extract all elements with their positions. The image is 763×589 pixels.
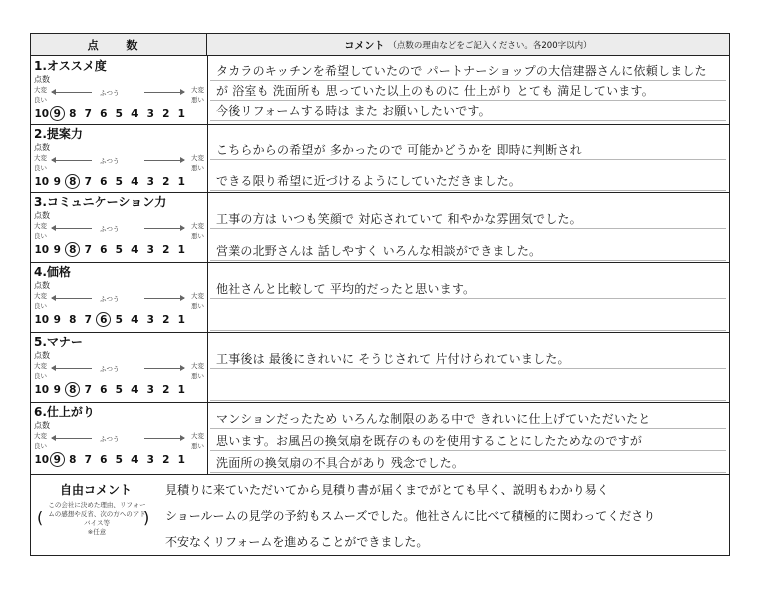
section-title: 2.提案力	[34, 127, 83, 141]
right-arrow-icon	[144, 92, 184, 93]
scale-right-bottom: 悪い	[191, 96, 204, 104]
rating-section	[31, 262, 207, 332]
score-option[interactable]: 4	[131, 108, 139, 120]
score-option[interactable]: 1	[177, 454, 185, 466]
comment-text: できる限り希望に近づけるようにしていただきました。	[216, 174, 522, 188]
section-title: 6.仕上がり	[34, 405, 95, 419]
score-option[interactable]: 5	[115, 314, 123, 326]
comment-line	[210, 128, 726, 160]
score-option[interactable]: 6	[100, 244, 108, 256]
comment-line	[210, 100, 726, 121]
free-comment-line	[161, 500, 727, 526]
left-arrow-icon	[52, 92, 92, 93]
comment-text: 今後リフォームする時は また お願いしたいです。	[216, 104, 491, 118]
scale-left-bottom: 良い	[34, 442, 47, 450]
scale-right-bottom: 悪い	[191, 302, 204, 310]
score-option[interactable]: 5	[115, 384, 123, 396]
scale-left-top: 大変	[34, 154, 47, 162]
score-option[interactable]: 7	[84, 108, 92, 120]
left-arrow-icon	[52, 438, 92, 439]
free-comment-desc-text: この会社に決めた理由、リフォームの感想や反省、次の方へのアドバイス等	[48, 501, 146, 527]
free-comment-desc	[47, 501, 150, 537]
comment-line	[210, 406, 726, 429]
score-option[interactable]: 5	[115, 244, 123, 256]
comment-text: タカラのキッチンを希望していたので パートナーショップの大信建器さんに依頼しました	[216, 64, 707, 78]
score-option[interactable]: 8	[69, 108, 77, 120]
score-option[interactable]: 6	[100, 384, 108, 396]
scale-right-top: 大変	[191, 432, 204, 440]
rating-section	[31, 332, 207, 402]
free-comment-line	[161, 526, 727, 552]
score-option[interactable]: 8	[65, 243, 81, 257]
right-arrow-icon	[144, 368, 184, 369]
section-title: 3.コミュニケーション力	[34, 195, 167, 209]
score-option[interactable]: 2	[162, 176, 170, 188]
scale-left-bottom: 良い	[34, 232, 47, 240]
score-option[interactable]: 10	[34, 384, 50, 396]
scale-left-bottom: 良い	[34, 164, 47, 172]
comment-line	[210, 159, 726, 191]
comment-line	[210, 298, 726, 331]
rating-scale-legend	[34, 431, 204, 453]
score-option[interactable]: 3	[146, 244, 154, 256]
score-option[interactable]: 3	[146, 108, 154, 120]
score-option[interactable]: 5	[115, 176, 123, 188]
points-label: 点数	[34, 211, 50, 220]
score-option[interactable]: 7	[84, 176, 92, 188]
free-comment-note: ※任意	[87, 528, 107, 536]
score-option[interactable]: 4	[131, 384, 139, 396]
score-option[interactable]: 6	[100, 454, 108, 466]
rating-scale-legend	[34, 291, 204, 313]
score-options	[34, 313, 206, 327]
comment-text: マンションだったため いろんな制限のある中で きれいに仕上げていただいたと	[216, 412, 651, 426]
comment-text: 工事の方は いつも笑顔で 対応されていて 和やかな雰囲気でした。	[216, 212, 582, 226]
scale-middle: ふつう	[100, 89, 120, 97]
score-option[interactable]: 7	[84, 384, 92, 396]
score-option[interactable]: 7	[84, 314, 92, 326]
free-comment-line	[161, 474, 727, 500]
scale-left-bottom: 良い	[34, 96, 47, 104]
score-option[interactable]: 6	[96, 313, 112, 327]
scale-left-top: 大変	[34, 292, 47, 300]
free-comment-title: 自由コメント	[59, 483, 132, 497]
comment-line	[210, 228, 726, 261]
comment-text: 思います。お風呂の換気扇を既存のものを使用することにしたためなのですが	[216, 434, 643, 448]
score-options	[34, 175, 206, 189]
points-label: 点数	[34, 351, 50, 360]
score-option[interactable]: 3	[146, 314, 154, 326]
comment-line	[210, 80, 726, 101]
left-arrow-icon	[52, 368, 92, 369]
scale-left-bottom: 良い	[34, 302, 47, 310]
score-option[interactable]: 2	[162, 454, 170, 466]
score-option[interactable]: 4	[131, 454, 139, 466]
scale-right-top: 大変	[191, 154, 204, 162]
right-paren: )	[143, 508, 150, 527]
rating-section	[31, 402, 207, 474]
scale-left-top: 大変	[34, 86, 47, 94]
comment-text: 工事後は 最後にきれいに そうじされて 片付けられていました。	[216, 352, 570, 366]
score-option[interactable]: 7	[84, 244, 92, 256]
scale-middle: ふつう	[100, 435, 120, 443]
score-option[interactable]: 4	[131, 244, 139, 256]
scale-right-bottom: 悪い	[191, 164, 204, 172]
rating-scale-legend	[34, 85, 204, 107]
score-option[interactable]: 5	[115, 454, 123, 466]
score-option[interactable]: 4	[131, 314, 139, 326]
score-option[interactable]: 1	[177, 314, 185, 326]
section-title: 1.オススメ度	[34, 59, 107, 73]
score-option[interactable]: 8	[65, 175, 81, 189]
scale-middle: ふつう	[100, 365, 120, 373]
comment-line	[210, 450, 726, 473]
score-option[interactable]: 2	[162, 384, 170, 396]
free-comment-label	[31, 474, 161, 555]
score-option[interactable]: 2	[162, 314, 170, 326]
scale-right-bottom: 悪い	[191, 372, 204, 380]
right-arrow-icon	[144, 298, 184, 299]
comment-line	[210, 336, 726, 369]
right-arrow-icon	[144, 228, 184, 229]
scale-right-bottom: 悪い	[191, 442, 204, 450]
score-option[interactable]: 10	[34, 108, 50, 120]
section-title: 4.価格	[34, 265, 71, 279]
score-option[interactable]: 9	[50, 107, 66, 121]
comment-header-note: （点数の理由などをご記入ください。各200字以内）	[388, 40, 592, 51]
comment-line	[210, 196, 726, 229]
score-option[interactable]: 8	[69, 454, 77, 466]
comment-text: が 浴室も 洗面所も 思っていた以上のものに 仕上がり とても 満足しています。	[216, 84, 654, 98]
scale-middle: ふつう	[100, 295, 120, 303]
points-label: 点数	[34, 281, 50, 290]
score-option[interactable]: 1	[177, 384, 185, 396]
comment-line	[210, 428, 726, 451]
score-option[interactable]: 10	[34, 244, 50, 256]
score-column-header: 点 数	[31, 34, 207, 56]
score-option[interactable]: 10	[34, 314, 50, 326]
score-option[interactable]: 6	[100, 108, 108, 120]
comment-line	[210, 266, 726, 299]
score-options	[34, 453, 206, 467]
rating-scale-legend	[34, 153, 204, 175]
free-comment-line-text: 不安なくリフォームを進めることができました。	[165, 535, 429, 549]
points-label: 点数	[34, 75, 50, 84]
left-arrow-icon	[52, 160, 92, 161]
score-options	[34, 243, 206, 257]
score-option[interactable]: 3	[146, 384, 154, 396]
right-arrow-icon	[144, 438, 184, 439]
comment-header-label: コメント	[344, 41, 385, 52]
scale-middle: ふつう	[100, 225, 120, 233]
comment-line	[210, 60, 726, 81]
survey-sheet	[30, 33, 730, 556]
scale-right-top: 大変	[191, 292, 204, 300]
scale-right-bottom: 悪い	[191, 232, 204, 240]
score-option[interactable]: 7	[84, 454, 92, 466]
score-option[interactable]: 10	[34, 454, 50, 466]
comment-text: 他社さんと比較して 平均的だったと思います。	[216, 282, 476, 296]
points-label: 点数	[34, 421, 50, 430]
score-option[interactable]: 3	[146, 176, 154, 188]
left-arrow-icon	[52, 228, 92, 229]
score-option[interactable]: 2	[162, 108, 170, 120]
score-option[interactable]: 2	[162, 244, 170, 256]
score-options	[34, 383, 206, 397]
score-options	[34, 107, 206, 121]
column-divider	[207, 56, 208, 474]
score-option[interactable]: 5	[115, 108, 123, 120]
score-option[interactable]: 9	[53, 176, 61, 188]
score-option[interactable]: 8	[69, 314, 77, 326]
comment-line	[210, 368, 726, 401]
score-option[interactable]: 9	[53, 314, 61, 326]
score-option[interactable]: 6	[100, 176, 108, 188]
score-option[interactable]: 8	[65, 383, 81, 397]
comment-text: こちらからの希望が 多かったので 可能かどうかを 即時に判断され	[216, 143, 582, 157]
score-option[interactable]: 1	[177, 244, 185, 256]
rating-scale-legend	[34, 361, 204, 383]
scale-left-top: 大変	[34, 362, 47, 370]
scale-left-bottom: 良い	[34, 372, 47, 380]
comment-text: 洗面所の換気扇の不具合があり 残念でした。	[216, 456, 465, 470]
left-paren: (	[37, 508, 44, 527]
scale-middle: ふつう	[100, 157, 120, 165]
left-arrow-icon	[52, 298, 92, 299]
points-label: 点数	[34, 143, 50, 152]
scale-right-top: 大変	[191, 86, 204, 94]
rating-section	[31, 56, 207, 124]
free-comment-line-text: ショールームの見学の予約もスムーズでした。他社さんに比べて積極的に関わってくださり	[165, 509, 656, 523]
comment-text: 営業の北野さんは 話しやすく いろんな相談ができました。	[216, 244, 542, 258]
score-option[interactable]: 9	[50, 453, 66, 467]
score-option[interactable]: 1	[177, 108, 185, 120]
scale-right-top: 大変	[191, 222, 204, 230]
score-option[interactable]: 4	[131, 176, 139, 188]
rating-scale-legend	[34, 221, 204, 243]
score-option[interactable]: 9	[53, 244, 61, 256]
score-option[interactable]: 3	[146, 454, 154, 466]
comment-column-header	[207, 34, 729, 56]
rating-section	[31, 192, 207, 262]
rating-section	[31, 124, 207, 192]
right-arrow-icon	[144, 160, 184, 161]
scale-left-top: 大変	[34, 222, 47, 230]
free-comment-line-text: 見積りに来ていただいてから見積り書が届くまでがとても早く、説明もわかり易く	[165, 483, 609, 497]
scale-left-top: 大変	[34, 432, 47, 440]
score-option[interactable]: 1	[177, 176, 185, 188]
score-option[interactable]: 10	[34, 176, 50, 188]
score-option[interactable]: 9	[53, 384, 61, 396]
section-title: 5.マナー	[34, 335, 83, 349]
scale-right-top: 大変	[191, 362, 204, 370]
